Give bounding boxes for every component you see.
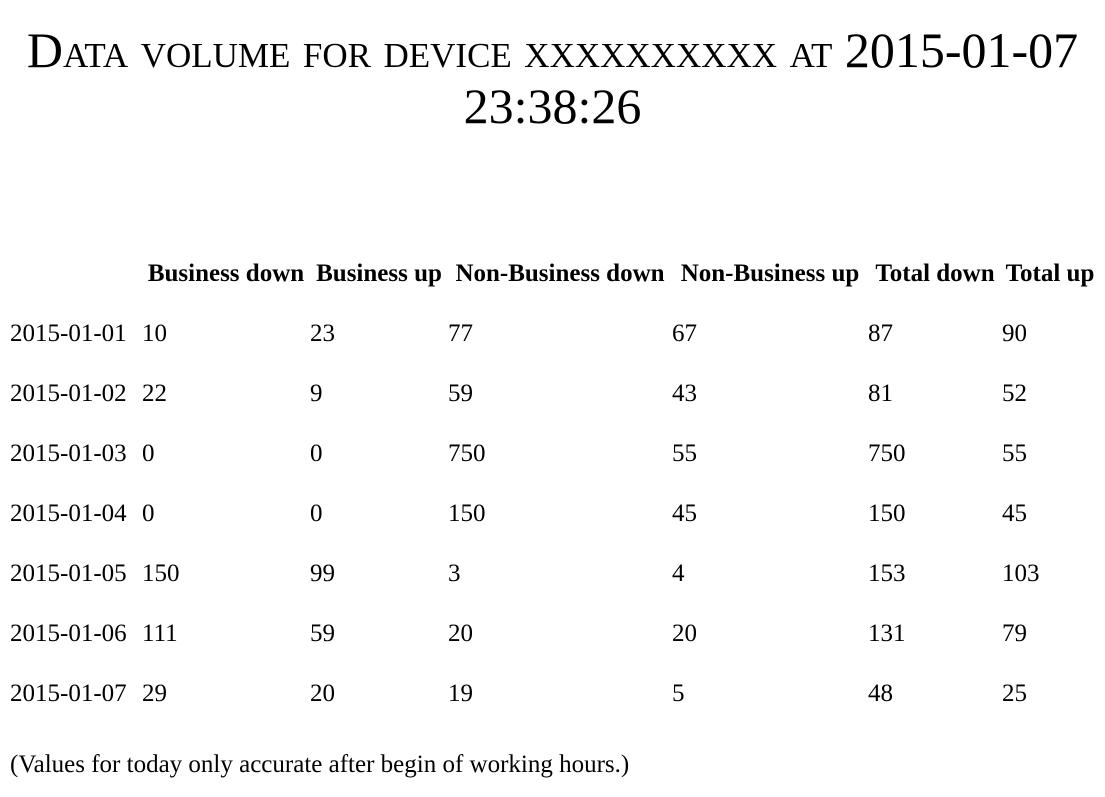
cell-non-business-down: 3 <box>448 560 461 587</box>
table-row <box>10 484 1098 544</box>
cell-business-down: 10 <box>142 320 167 347</box>
cell-non-business-up: 20 <box>672 620 697 647</box>
cell-total-down: 81 <box>868 380 893 407</box>
cell-non-business-down: 20 <box>448 620 473 647</box>
cell-non-business-down: 19 <box>448 680 473 707</box>
row-date: 2015-01-02 <box>10 380 127 407</box>
row-date: 2015-01-07 <box>10 680 127 707</box>
cell-business-up: 0 <box>310 500 323 527</box>
cell-business-down: 22 <box>142 380 167 407</box>
cell-total-down: 87 <box>868 320 893 347</box>
table-row <box>10 304 1098 364</box>
cell-total-up: 55 <box>1002 440 1027 467</box>
cell-non-business-up: 67 <box>672 320 697 347</box>
cell-total-down: 131 <box>868 620 906 647</box>
cell-business-up: 0 <box>310 440 323 467</box>
cell-total-up: 79 <box>1002 620 1027 647</box>
header-business-down: Business down <box>147 260 305 287</box>
table-row <box>10 364 1098 424</box>
table-row <box>10 664 1098 724</box>
cell-total-down: 153 <box>868 560 906 587</box>
cell-business-down: 0 <box>142 440 155 467</box>
header-business-up: Business up <box>316 260 442 287</box>
table-header-row <box>10 244 1098 304</box>
cell-non-business-down: 150 <box>448 500 486 527</box>
cell-total-down: 750 <box>868 440 906 467</box>
header-total-up: Total up <box>1005 260 1095 287</box>
cell-business-down: 29 <box>142 680 167 707</box>
table-row <box>10 424 1098 484</box>
row-date: 2015-01-05 <box>10 560 127 587</box>
cell-non-business-up: 45 <box>672 500 697 527</box>
page-title: Data volume for device xxxxxxxxxx at 2015-01-07 23:38:26 <box>26 22 1079 134</box>
header-non-business-down: Non-Business down <box>455 260 665 287</box>
cell-business-up: 59 <box>310 620 335 647</box>
cell-non-business-down: 77 <box>448 320 473 347</box>
row-date: 2015-01-01 <box>10 320 127 347</box>
cell-business-up: 9 <box>310 380 323 407</box>
row-date: 2015-01-04 <box>10 500 127 527</box>
data-volume-table <box>10 244 1098 724</box>
table-row <box>10 544 1098 604</box>
header-non-business-up: Non-Business up <box>680 260 860 287</box>
cell-business-up: 20 <box>310 680 335 707</box>
row-date: 2015-01-03 <box>10 440 127 467</box>
header-date <box>10 244 142 304</box>
cell-non-business-up: 55 <box>672 440 697 467</box>
cell-total-down: 48 <box>868 680 893 707</box>
row-date: 2015-01-06 <box>10 620 127 647</box>
cell-business-up: 23 <box>310 320 335 347</box>
cell-total-up: 52 <box>1002 380 1027 407</box>
cell-non-business-up: 5 <box>672 680 685 707</box>
cell-business-down: 0 <box>142 500 155 527</box>
header-total-down: Total down <box>875 260 995 287</box>
cell-total-up: 25 <box>1002 680 1027 707</box>
cell-total-up: 103 <box>1002 560 1040 587</box>
cell-business-down: 111 <box>142 620 178 647</box>
cell-non-business-down: 59 <box>448 380 473 407</box>
cell-total-up: 45 <box>1002 500 1027 527</box>
cell-total-down: 150 <box>868 500 906 527</box>
cell-business-down: 150 <box>142 560 180 587</box>
cell-non-business-down: 750 <box>448 440 486 467</box>
cell-non-business-up: 43 <box>672 380 697 407</box>
footnote: (Values for today only accurate after begin of working hours.) <box>10 751 630 778</box>
cell-non-business-up: 4 <box>672 560 685 587</box>
cell-total-up: 90 <box>1002 320 1027 347</box>
table-row <box>10 604 1098 664</box>
cell-business-up: 99 <box>310 560 335 587</box>
